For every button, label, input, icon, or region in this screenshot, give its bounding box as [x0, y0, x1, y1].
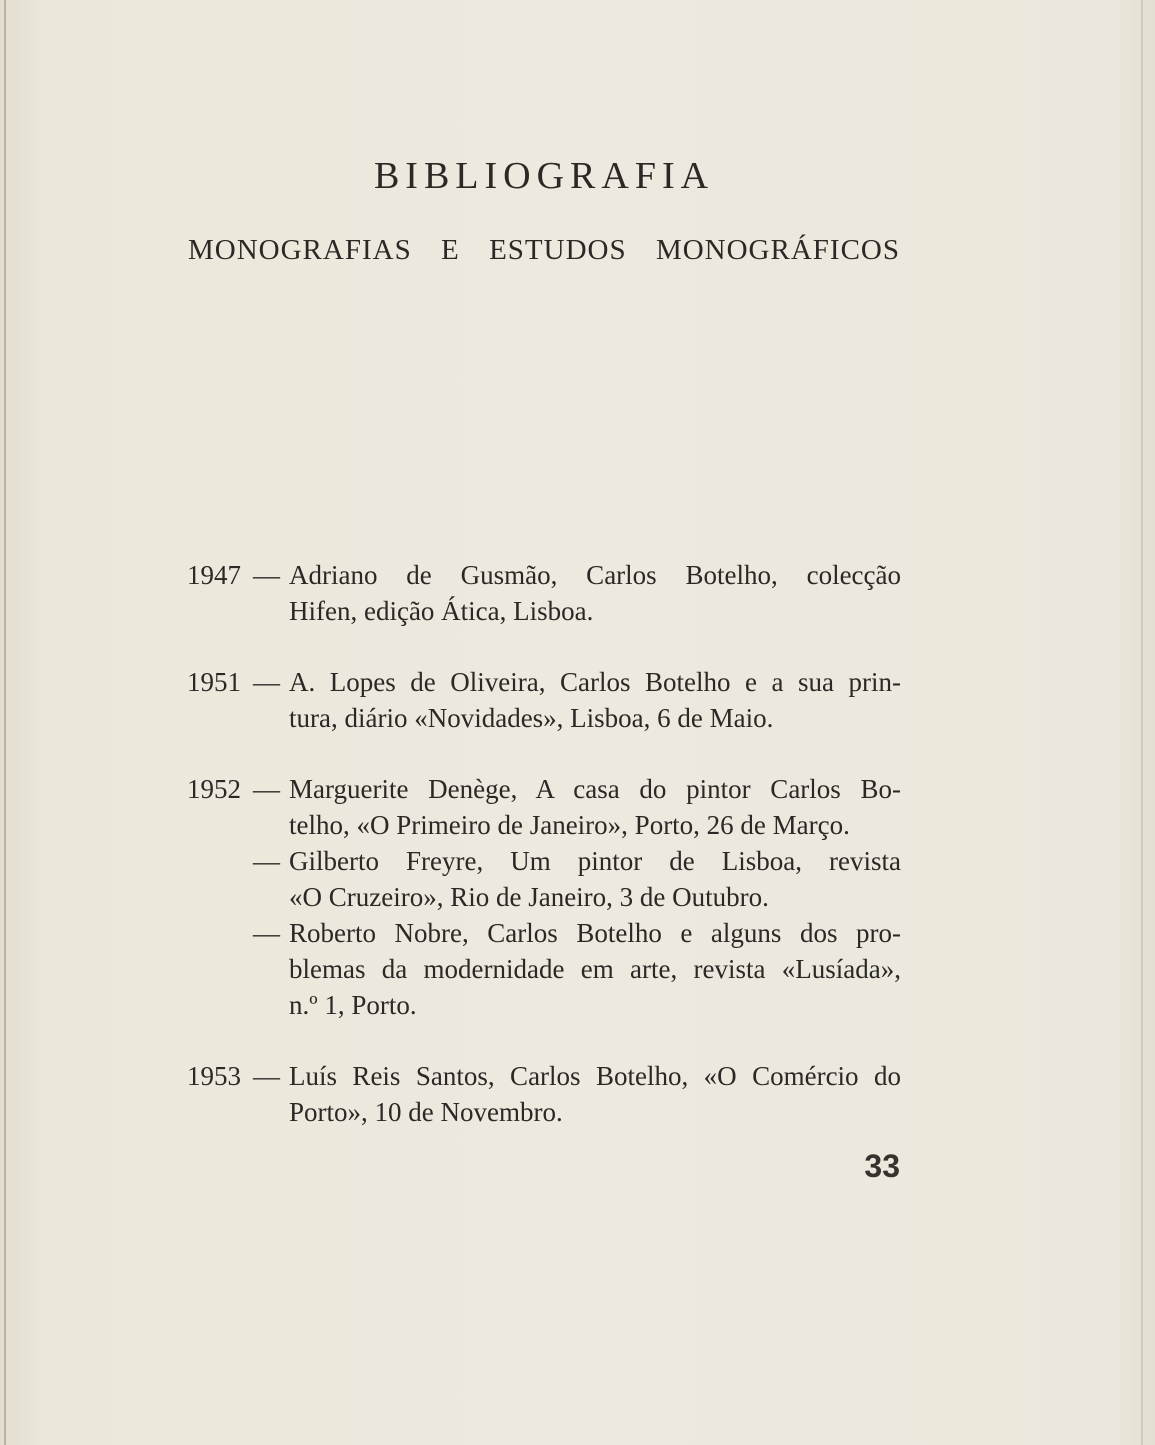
- entry-line: A. Lopes de Oliveira, Carlos Botelho e a sua prin-: [289, 667, 901, 697]
- entry-line: Porto», 10 de Novembro.: [289, 1097, 563, 1127]
- entry-dash: —: [253, 774, 280, 804]
- entry-year: 1953: [187, 1061, 241, 1091]
- entry-dash: —: [253, 560, 280, 590]
- entry-line: telho, «O Primeiro de Janeiro», Porto, 26 de Março.: [289, 810, 850, 840]
- page-number: 33: [864, 1148, 900, 1184]
- page-edge-left: [4, 0, 6, 1445]
- entry-line: «O Cruzeiro», Rio de Janeiro, 3 de Outubro.: [289, 882, 769, 912]
- entry-line: Gilberto Freyre, Um pintor de Lisboa, revista: [289, 846, 901, 876]
- page-edge-right: [1141, 0, 1143, 1445]
- entry-dash: —: [253, 846, 280, 876]
- entry-dash: —: [253, 918, 280, 948]
- entry-dash: —: [253, 1061, 280, 1091]
- entry-year: 1947: [187, 560, 241, 590]
- entry-dash: —: [253, 667, 280, 697]
- entry-line: Marguerite Denège, A casa do pintor Carlos Bo-: [289, 774, 901, 804]
- entry-year: 1951: [187, 667, 241, 697]
- entry-line: n.º 1, Porto.: [289, 990, 417, 1020]
- entry-line: Adriano de Gusmão, Carlos Botelho, colecção: [289, 560, 901, 590]
- entry-year: 1952: [187, 774, 241, 804]
- entry-line: Luís Reis Santos, Carlos Botelho, «O Comércio do: [289, 1061, 901, 1091]
- section-subtitle: MONOGRAFIAS E ESTUDOS MONOGRÁFICOS: [188, 234, 900, 266]
- entry-line: Roberto Nobre, Carlos Botelho e alguns dos pro-: [289, 918, 901, 948]
- page-title: BIBLIOGRAFIA: [373, 155, 715, 197]
- entry-line: blemas da modernidade em arte, revista «Lusíada»,: [289, 954, 901, 984]
- entry-line: Hifen, edição Ática, Lisboa.: [289, 596, 594, 626]
- entry-line: tura, diário «Novidades», Lisboa, 6 de Maio.: [289, 703, 774, 733]
